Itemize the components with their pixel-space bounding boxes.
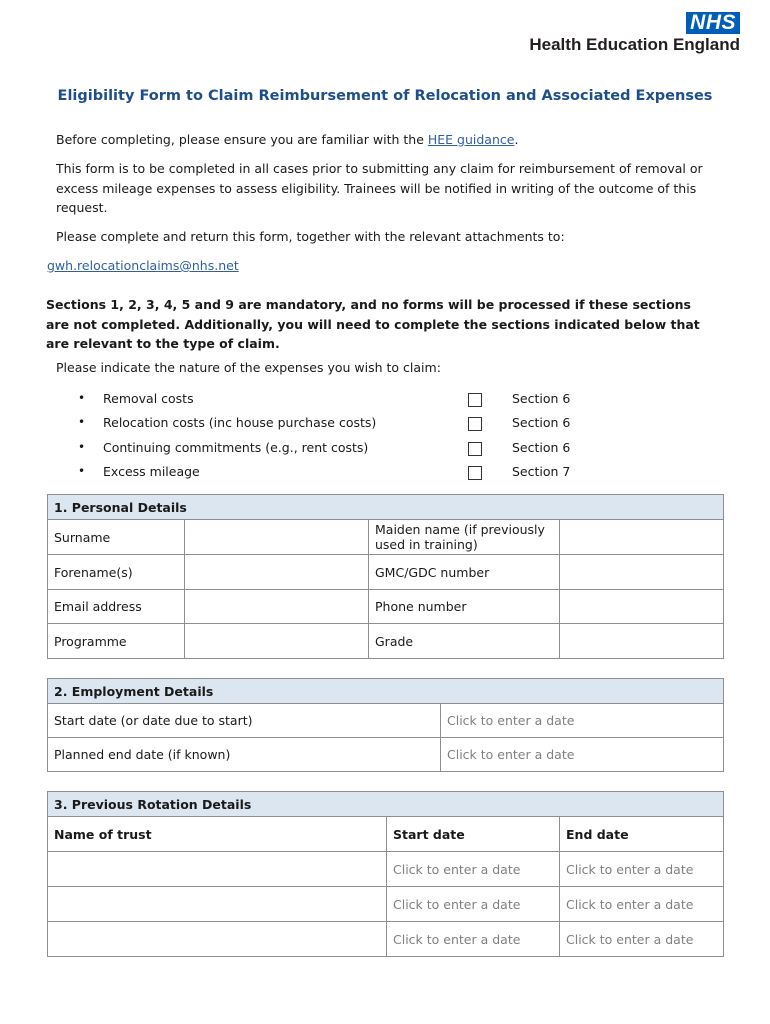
email-link[interactable]: gwh.relocationclaims@nhs.net: [47, 258, 239, 273]
expense-section: Section 6: [512, 440, 571, 455]
personal-details-table: [47, 494, 724, 659]
start-date-column-header: Start date: [387, 817, 560, 852]
expense-section: Section 6: [512, 391, 571, 406]
hee-guidance-link[interactable]: HEE guidance: [427, 132, 515, 147]
forename-label: Forename(s): [48, 555, 185, 590]
expense-label: Relocation costs (inc house purchase costs): [103, 415, 377, 430]
end-date-label: Planned end date (if known): [48, 738, 441, 772]
expense-label: Excess mileage: [103, 464, 200, 479]
expense-section: Section 7: [512, 464, 571, 479]
continuing-commitments-checkbox[interactable]: [468, 442, 482, 456]
employment-details-table: [47, 678, 724, 772]
maiden-name-field[interactable]: [560, 520, 724, 555]
maiden-name-label: Maiden name (if previously used in training): [369, 520, 560, 555]
section-2-header: 2. Employment Details: [48, 679, 724, 704]
table-row: [48, 922, 724, 957]
expense-label: Removal costs: [103, 391, 194, 406]
trust-name-field[interactable]: [48, 852, 387, 887]
guidance-period: .: [514, 132, 519, 147]
previous-rotation-table: [47, 791, 724, 957]
trust-column-header: Name of trust: [48, 817, 387, 852]
table-row: [48, 887, 724, 922]
grade-field[interactable]: [560, 624, 724, 659]
org-name: Health Education England: [529, 35, 740, 54]
relocation-costs-checkbox[interactable]: [468, 417, 482, 431]
expense-label: Continuing commitments (e.g., rent costs): [103, 440, 369, 455]
gmc-gdc-label: GMC/GDC number: [369, 555, 560, 590]
trust-name-field[interactable]: [48, 922, 387, 957]
nature-prompt: Please indicate the nature of the expenses you wish to claim:: [56, 360, 441, 375]
forename-field[interactable]: [185, 555, 369, 590]
programme-label: Programme: [48, 624, 185, 659]
removal-costs-checkbox[interactable]: [468, 393, 482, 407]
rotation-end-date-picker[interactable]: Click to enter a date: [560, 922, 724, 957]
bullet: •: [78, 415, 86, 429]
end-date-picker[interactable]: Click to enter a date: [441, 738, 724, 772]
intro-guidance: [56, 130, 716, 150]
table-row: [48, 852, 724, 887]
intro-return: Please complete and return this form, together with the relevant attachments to:: [56, 229, 565, 244]
start-date-label: Start date (or date due to start): [48, 704, 441, 738]
section-3-header: 3. Previous Rotation Details: [48, 792, 724, 817]
surname-label: Surname: [48, 520, 185, 555]
email-label: Email address: [48, 590, 185, 624]
grade-label: Grade: [369, 624, 560, 659]
rotation-start-date-picker[interactable]: Click to enter a date: [387, 852, 560, 887]
phone-field[interactable]: [560, 590, 724, 624]
expense-section: Section 6: [512, 415, 571, 430]
intro-purpose: This form is to be completed in all cases prior to submitting any claim for reimbursement of removal or excess mileage expenses to assess eligibility. Trainees will be notified in writing of the outcome of this request.: [56, 161, 703, 215]
mandatory-notice: Sections 1, 2, 3, 4, 5 and 9 are mandatory, and no forms will be processed if these sections are not completed. Additionally, you will need to complete the sections indicated below that are relevant to the type of claim.: [46, 297, 700, 351]
email-field[interactable]: [185, 590, 369, 624]
bullet: •: [78, 464, 86, 478]
rotation-start-date-picker[interactable]: Click to enter a date: [387, 887, 560, 922]
phone-label: Phone number: [369, 590, 560, 624]
surname-field[interactable]: [185, 520, 369, 555]
start-date-picker[interactable]: Click to enter a date: [441, 704, 724, 738]
programme-field[interactable]: [185, 624, 369, 659]
end-date-column-header: End date: [560, 817, 724, 852]
section-1-header: 1. Personal Details: [48, 495, 724, 520]
rotation-start-date-picker[interactable]: Click to enter a date: [387, 922, 560, 957]
rotation-end-date-picker[interactable]: Click to enter a date: [560, 887, 724, 922]
bullet: •: [78, 440, 86, 454]
excess-mileage-checkbox[interactable]: [468, 466, 482, 480]
hee-logo: [529, 12, 740, 55]
trust-name-field[interactable]: [48, 887, 387, 922]
form-title: Eligibility Form to Claim Reimbursement of Relocation and Associated Expenses: [57, 88, 713, 104]
nhs-logo: NHS: [686, 12, 740, 34]
bullet: •: [78, 391, 86, 405]
rotation-end-date-picker[interactable]: Click to enter a date: [560, 852, 724, 887]
guidance-text: Before completing, please ensure you are familiar with the: [56, 132, 428, 147]
gmc-gdc-field[interactable]: [560, 555, 724, 590]
